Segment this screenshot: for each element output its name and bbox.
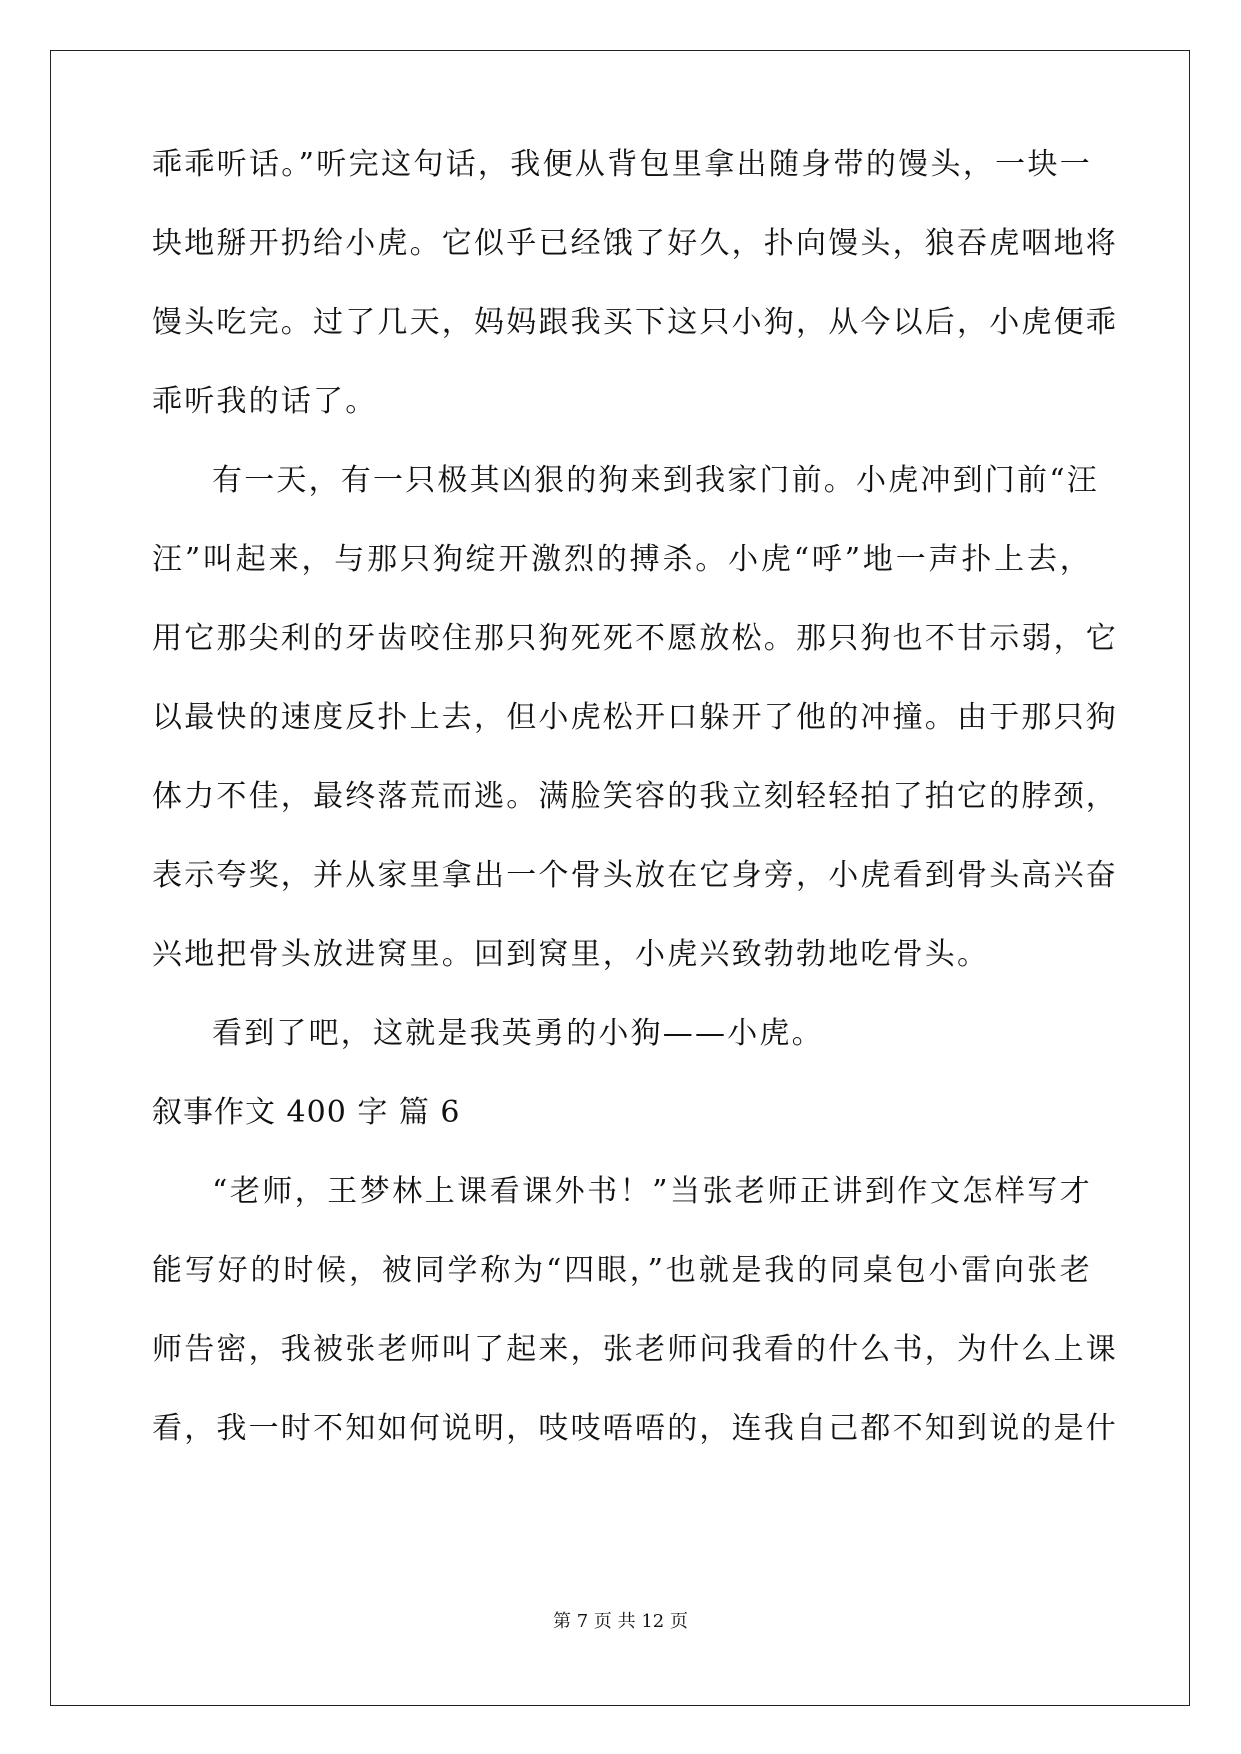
text-line: 馒头吃完。过了几天，妈妈跟我买下这只小狗，从今以后，小虎便乖 bbox=[152, 305, 1118, 340]
text-line: 乖听我的话了。 bbox=[152, 384, 378, 419]
text-line: 块地掰开扔给小虎。它似乎已经饿了好久，扑向馒头，狼吞虎咽地将 bbox=[152, 226, 1118, 261]
paragraph-start-line: “老师，王梦林上课看课外书！”当张老师正讲到作文怎样写才 bbox=[212, 1174, 1092, 1209]
paragraph-start-line: 看到了吧，这就是我英勇的小狗——小虎。 bbox=[212, 1016, 824, 1051]
text-line: 表示夸奖，并从家里拿出一个骨头放在它身旁，小虎看到骨头高兴奋 bbox=[152, 858, 1118, 893]
text-line: 以最快的速度反扑上去，但小虎松开口躲开了他的冲撞。由于那只狗 bbox=[152, 700, 1118, 735]
text-line: 师告密，我被张老师叫了起来，张老师问我看的什么书，为什么上课 bbox=[152, 1332, 1118, 1367]
text-line: 乖乖听话。”听完这句话，我便从背包里拿出随身带的馒头，一块一 bbox=[152, 147, 1092, 182]
text-line: 兴地把骨头放进窝里。回到窝里，小虎兴致勃勃地吃骨头。 bbox=[152, 937, 990, 972]
text-line: 汪”叫起来，与那只狗绽开激烈的搏杀。小虎“呼”地一声扑上去， bbox=[152, 542, 1092, 577]
paragraph-start-line: 有一天，有一只极其凶狠的狗来到我家门前。小虎冲到门前“汪 bbox=[212, 463, 1099, 498]
text-line: 看，我一时不知如何说明，吱吱唔唔的，连我自己都不知到说的是什 bbox=[152, 1411, 1118, 1446]
text-line: 体力不佳，最终落荒而逃。满脸笑容的我立刻轻轻拍了拍它的脖颈， bbox=[152, 779, 1118, 814]
page-number: 第 7 页 共 12 页 bbox=[553, 1611, 688, 1632]
section-heading: 叙事作文 400 字 篇 6 bbox=[152, 1095, 461, 1130]
text-line: 能写好的时候，被同学称为“四眼，”也就是我的同桌包小雷向张老 bbox=[152, 1253, 1092, 1288]
text-line: 用它那尖利的牙齿咬住那只狗死死不愿放松。那只狗也不甘示弱，它 bbox=[152, 621, 1118, 656]
